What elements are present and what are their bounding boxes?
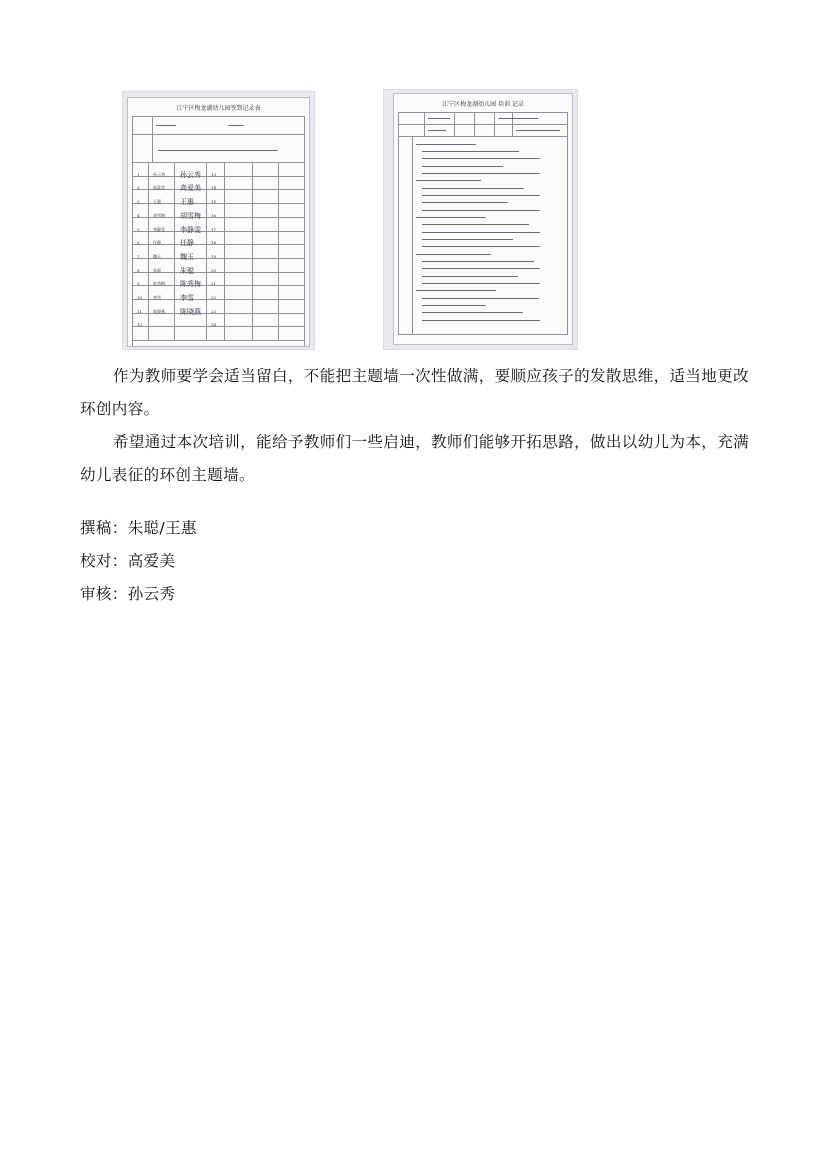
row-number: 10: [137, 295, 143, 300]
table-rule: [206, 162, 207, 340]
table-rule: [132, 162, 305, 163]
row-name: 胡雪梅: [153, 212, 165, 218]
table-rule: [132, 116, 305, 117]
row-number: 8: [137, 267, 140, 273]
row-number: 17: [211, 226, 217, 232]
table-rule: [252, 162, 253, 340]
table-rule: [152, 116, 153, 162]
table-rule: [398, 136, 568, 137]
row-signature: 朱聪: [180, 266, 194, 275]
row-name: 王惠: [153, 199, 161, 205]
table-rule: [148, 162, 149, 340]
row-name: 李雪: [153, 295, 161, 300]
handwriting-stroke: [422, 261, 534, 262]
row-signature: 魏玉: [180, 252, 194, 261]
row-number: 6: [137, 240, 140, 246]
row-number: 9: [137, 281, 140, 287]
row-number: 15: [211, 199, 217, 205]
row-number: 12: [137, 322, 143, 328]
row-number: 19: [211, 253, 217, 259]
row-number: 14: [211, 185, 217, 191]
row-signature: 王惠: [180, 198, 194, 207]
table-rule: [512, 112, 513, 136]
row-name: 高爱美: [153, 185, 165, 191]
row-signature: 陈秀梅: [180, 280, 201, 289]
handwriting-stroke: [422, 158, 540, 159]
host-handwriting: [228, 125, 244, 126]
handwriting-stroke: [422, 320, 540, 321]
row-number: 1: [137, 171, 140, 177]
handwriting-stroke: [422, 239, 513, 240]
author-credit: 撰稿：朱聪/王惠: [80, 519, 197, 537]
row-name: 魏玉: [153, 253, 161, 259]
date-handwriting: [156, 125, 176, 126]
handwriting-stroke: [422, 232, 540, 233]
handwriting-stroke: [422, 173, 540, 174]
training-record-photo: [383, 89, 578, 350]
row-number: 11: [137, 308, 143, 314]
table-rule: [567, 112, 568, 334]
handwriting-stroke: [428, 118, 450, 119]
row-number: 21: [211, 281, 217, 287]
row-number: 3: [137, 199, 140, 205]
handwriting-stroke: [422, 276, 518, 277]
row-number: 16: [211, 212, 217, 218]
handwriting-stroke: [516, 130, 560, 131]
row-name: 陈晓燕: [153, 308, 165, 314]
table-rule: [132, 340, 305, 341]
reviewer-credit: 审核：孙云秀: [80, 585, 176, 603]
table-rule: [424, 112, 425, 136]
handwriting-stroke: [422, 188, 524, 189]
training-record-sheet: [393, 93, 573, 345]
handwriting-stroke: [416, 254, 491, 255]
handwriting-stroke: [422, 210, 540, 211]
row-signature: 李雪: [180, 294, 194, 302]
row-number: 4: [137, 212, 140, 218]
row-signature: 胡雪梅: [180, 211, 201, 220]
topic-handwriting: [158, 150, 278, 151]
row-name: 李静雯: [153, 226, 165, 232]
handwriting-stroke: [422, 224, 529, 225]
handwriting-stroke: [422, 166, 503, 167]
table-rule: [224, 162, 225, 340]
row-name: 陈秀梅: [153, 281, 165, 287]
row-signature: 任静: [180, 239, 194, 248]
handwriting-stroke: [428, 130, 446, 131]
paragraph-2: 希望通过本次培训，能给予教师们一些启迪，教师们能够开拓思路，做出以幼儿为本，充满幼儿表征的环创主题墙。: [80, 433, 750, 484]
handwriting-stroke: [416, 144, 476, 145]
paragraph-1: 作为教师要学会适当留白，不能把主题墙一次性做满，要顺应孩子的发散思维，适当地更改环创内容。: [80, 367, 750, 418]
row-number: 5: [137, 226, 140, 232]
handwriting-stroke: [422, 283, 540, 284]
handwriting-stroke: [498, 118, 538, 119]
handwriting-stroke: [422, 195, 540, 196]
row-number: 22: [211, 295, 217, 300]
row-number: 18: [211, 240, 217, 246]
row-name: 朱聪: [153, 267, 161, 273]
table-rule: [494, 112, 495, 136]
row-signature: 李静雯: [180, 225, 201, 234]
handwriting-stroke: [422, 246, 540, 247]
sign-in-sheet: [127, 97, 310, 347]
handwriting-stroke: [416, 217, 486, 218]
table-rule: [412, 136, 413, 334]
table-rule: [474, 112, 475, 136]
sign-in-sheet-photo: [122, 91, 315, 350]
handwriting-stroke: [416, 290, 496, 291]
row-number: 23: [211, 308, 217, 314]
row-number: 2: [137, 185, 140, 191]
row-number: 13: [211, 171, 217, 177]
training-record-title: 江宁区梅龙湖幼儿园 培训 记录: [442, 101, 524, 108]
table-rule: [132, 326, 305, 327]
handwriting-stroke: [422, 305, 486, 306]
row-signature: 陈晓燕: [180, 307, 201, 316]
row-number: 24: [211, 322, 217, 328]
handwriting-stroke: [422, 298, 539, 299]
handwriting-stroke: [416, 180, 481, 181]
proofreader-credit: 校对：高爱美: [80, 552, 176, 570]
row-name: 孙云秀: [153, 171, 165, 177]
table-rule: [398, 112, 399, 334]
row-number: 20: [211, 267, 217, 273]
row-name: 任静: [153, 240, 161, 246]
table-rule: [278, 162, 279, 340]
handwriting-stroke: [422, 312, 523, 313]
row-signature: 高爱美: [180, 184, 201, 193]
handwriting-stroke: [422, 268, 540, 269]
sign-in-sheet-title: 江宁区梅龙湖幼儿园签到记录表: [176, 105, 261, 112]
row-number: 7: [137, 253, 140, 259]
handwriting-stroke: [422, 202, 508, 203]
table-rule: [174, 162, 175, 340]
table-rule: [454, 112, 455, 136]
row-signature: 孙云秀: [180, 170, 201, 179]
table-rule: [132, 134, 305, 135]
table-rule: [398, 334, 568, 335]
handwriting-stroke: [422, 151, 519, 152]
